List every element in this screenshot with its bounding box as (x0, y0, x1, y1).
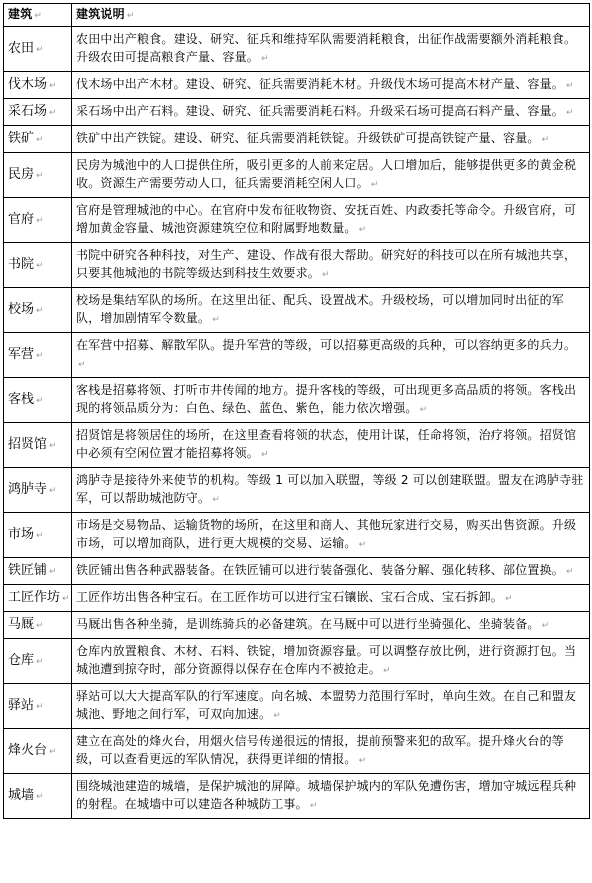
paragraph-mark: ↵ (126, 11, 135, 21)
paragraph-mark: ↵ (358, 540, 367, 550)
paragraph-mark: ↵ (212, 495, 220, 505)
building-name: 工匠作坊 (8, 589, 61, 605)
building-name: 招贤馆 (8, 436, 48, 452)
building-name-cell (4, 378, 72, 423)
building-name: 铁矿 (8, 130, 35, 146)
building-description-cell (72, 198, 590, 243)
table-row (4, 468, 590, 513)
building-description-cell (72, 468, 590, 513)
paragraph-mark: ↵ (49, 485, 57, 496)
paragraph-mark: ↵ (541, 621, 550, 631)
paragraph-mark: ↵ (36, 350, 44, 361)
building-description: 围绕城池建造的城墙，是保护城池的屏障。城墙保护城内的军队免遭伤害，增加守城远程兵种的射程。在城墙中可以建造各种城防工事。 (76, 779, 577, 811)
building-name: 城墙 (8, 787, 35, 803)
table-row (4, 423, 590, 468)
table-row (4, 72, 590, 99)
paragraph-mark: ↵ (309, 801, 318, 811)
paragraph-mark: ↵ (566, 81, 574, 91)
table-row (4, 27, 590, 72)
header-description: 建筑说明 ↵ (72, 4, 590, 27)
paragraph-mark: ↵ (78, 360, 86, 370)
building-name: 马厩 (8, 616, 35, 632)
building-table (3, 3, 590, 819)
building-name-cell (4, 585, 72, 612)
building-name: 军营 (8, 346, 35, 362)
building-description: 采石场中出产石料。建设、研究、征兵需要消耗石料。升级采石场可提高石料产量、容量。 (76, 104, 565, 118)
paragraph-mark: ↵ (36, 620, 44, 631)
paragraph-mark: ↵ (36, 134, 44, 145)
building-name-cell (4, 243, 72, 288)
table-row (4, 288, 590, 333)
paragraph-mark: ↵ (34, 11, 43, 21)
table-row (4, 612, 590, 639)
building-description-cell (72, 378, 590, 423)
building-name: 伐木场 (8, 76, 48, 92)
paragraph-mark: ↵ (62, 593, 70, 604)
paragraph-mark: ↵ (49, 80, 57, 91)
building-description-cell (72, 333, 590, 378)
table-row (4, 684, 590, 729)
table-row (4, 378, 590, 423)
building-name-cell (4, 288, 72, 333)
building-description-cell (72, 423, 590, 468)
paragraph-mark: ↵ (49, 566, 57, 577)
building-name-cell (4, 333, 72, 378)
paragraph-mark: ↵ (419, 405, 428, 415)
table-header-row (4, 4, 590, 27)
table-row (4, 639, 590, 684)
building-description: 铁矿中出产铁锭。建设、研究、征兵需要消耗铁锭。升级铁矿可提高铁锭产量、容量。 (76, 131, 540, 145)
building-name-cell (4, 198, 72, 243)
paragraph-mark: ↵ (383, 666, 391, 676)
table-row (4, 198, 590, 243)
building-name: 官府 (8, 211, 35, 227)
building-description-cell (72, 612, 590, 639)
building-description: 仓库内放置粮食、木材、石料、铁锭，增加资源容量。可以调整存放比例，进行资源打包。当城池遭到掠夺时，部分资源得以保存在仓库内不被抢走。 (76, 644, 577, 676)
table-row (4, 153, 590, 198)
building-description-cell (72, 684, 590, 729)
paragraph-mark: ↵ (370, 180, 379, 190)
paragraph-mark: ↵ (261, 54, 269, 64)
building-name-cell (4, 558, 72, 585)
table-row (4, 243, 590, 288)
building-description: 官府是管理城池的中心。在官府中发布征收物资、安抚百姓、内政委托等命令。升级官府，可增加黄金容量、城池资源建筑空位和附属野地数量。 (76, 203, 577, 235)
building-description: 市场是交易物品、运输货物的场所，在这里和商人、其他玩家进行交易，购买出售资源。升级市场，可以增加商队，进行更大规模的交易、运输。 (76, 518, 577, 550)
paragraph-mark: ↵ (36, 305, 44, 316)
paragraph-mark: ↵ (505, 594, 513, 604)
table-row (4, 333, 590, 378)
building-description: 工匠作坊出售各种宝石。在工匠作坊可以进行宝石镶嵌、宝石合成、宝石拆卸。 (76, 590, 504, 604)
building-description-cell (72, 558, 590, 585)
building-description-cell (72, 153, 590, 198)
building-name-cell (4, 153, 72, 198)
building-name: 采石场 (8, 103, 48, 119)
table-row (4, 126, 590, 153)
paragraph-mark: ↵ (36, 791, 44, 802)
building-name: 书院 (8, 256, 35, 272)
paragraph-mark: ↵ (36, 44, 44, 55)
paragraph-mark: ↵ (212, 315, 220, 325)
paragraph-mark: ↵ (541, 135, 550, 145)
building-description: 铁匠铺出售各种武器装备。在铁匠铺可以进行装备强化、装备分解、强化转移、部位置换。 (76, 563, 565, 577)
building-description-cell (72, 513, 590, 558)
building-description: 书院中研究各种科技，对生产、建设、作战有很大帮助。研究好的科技可以在所有城池共享，只要其他城池的书院等级达到科技生效要求。 (76, 248, 577, 280)
building-name-cell (4, 423, 72, 468)
building-name-cell (4, 774, 72, 819)
table-row (4, 513, 590, 558)
building-description-cell (72, 774, 590, 819)
building-description-cell (72, 99, 590, 126)
table-body (4, 27, 590, 819)
building-name-cell (4, 468, 72, 513)
paragraph-mark: ↵ (566, 108, 574, 118)
paragraph-mark: ↵ (49, 440, 57, 451)
header-building: 建筑 ↵ (4, 4, 72, 27)
paragraph-mark: ↵ (322, 270, 330, 280)
paragraph-mark: ↵ (358, 756, 367, 766)
building-description: 招贤馆是将领居住的场所，在这里查看将领的状态，使用计谋，任命将领，治疗将领。招贤馆中必须有空闲位置才能招募将领。 (76, 428, 577, 460)
paragraph-mark: ↵ (358, 225, 367, 235)
building-name-cell (4, 684, 72, 729)
table-row (4, 774, 590, 819)
building-description-cell (72, 72, 590, 99)
building-description: 马厩出售各种坐骑，是训练骑兵的必备建筑。在马厩中可以进行坐骑强化、坐骑装备。 (76, 617, 540, 631)
paragraph-mark: ↵ (36, 170, 44, 181)
building-description: 农田中出产粮食。建设、研究、征兵和维持军队需要消耗粮食，出征作战需要额外消耗粮食。升级农田可提高粮食产量、容量。 (76, 32, 577, 64)
building-description: 校场是集结军队的场所。在这里出征、配兵、设置战术。升级校场，可以增加同时出征的军队，增加剧情军令数量。 (76, 293, 565, 325)
building-description: 伐木场中出产木材。建设、研究、征兵需要消耗木材。升级伐木场可提高木材产量、容量。 (76, 77, 565, 91)
building-name-cell (4, 513, 72, 558)
building-name: 铁匠铺 (8, 562, 48, 578)
building-name-cell (4, 72, 72, 99)
paragraph-mark: ↵ (36, 701, 44, 712)
building-name-cell (4, 729, 72, 774)
building-description-cell (72, 729, 590, 774)
building-name-cell (4, 612, 72, 639)
building-name: 民房 (8, 166, 35, 182)
building-name: 市场 (8, 526, 35, 542)
building-description: 客栈是招募将领、打听市井传闻的地方。提升客栈的等级，可出现更多高品质的将领。客栈出现的将领品质分为：白色、绿色、蓝色、紫色，能力依次增强。 (76, 383, 577, 415)
building-description-cell (72, 288, 590, 333)
paragraph-mark: ↵ (49, 746, 57, 757)
building-name: 烽火台 (8, 742, 48, 758)
building-name-cell (4, 27, 72, 72)
building-name: 客栈 (8, 391, 35, 407)
table-row (4, 585, 590, 612)
building-description: 建立在高处的烽火台，用烟火信号传递很远的情报，提前预警来犯的敌军。提升烽火台的等级，可以查看更远的军队情况，获得更详细的情报。 (76, 734, 565, 766)
paragraph-mark: ↵ (261, 450, 269, 460)
paragraph-mark: ↵ (36, 395, 44, 406)
table-row (4, 729, 590, 774)
building-description-cell (72, 585, 590, 612)
building-name-cell (4, 639, 72, 684)
paragraph-mark: ↵ (36, 260, 44, 271)
building-description: 鸿胪寺是接待外来使节的机构。等级 1 可以加入联盟，等级 2 可以创建联盟。盟友在鸿胪寺驻军，可以帮助城池防守。 (76, 473, 584, 505)
building-description: 驿站可以大大提高军队的行军速度。向名城、本盟势力范围行军时，单向生效。在自己和盟友城池、野地之间行军，可双向加速。 (76, 689, 577, 721)
building-name: 鸿胪寺 (8, 481, 48, 497)
paragraph-mark: ↵ (566, 567, 574, 577)
table-row (4, 558, 590, 585)
paragraph-mark: ↵ (36, 530, 44, 541)
paragraph-mark: ↵ (49, 107, 57, 118)
paragraph-mark: ↵ (36, 215, 44, 226)
building-name: 校场 (8, 301, 35, 317)
building-name: 驿站 (8, 697, 35, 713)
building-name: 农田 (8, 40, 35, 56)
building-description-cell (72, 126, 590, 153)
paragraph-mark: ↵ (36, 656, 44, 667)
building-name-cell (4, 126, 72, 153)
building-description: 在军营中招募、解散军队。提升军营的等级，可以招募更高级的兵种，可以容纳更多的兵力。 (76, 338, 577, 352)
building-description-cell (72, 243, 590, 288)
building-description-cell (72, 27, 590, 72)
building-name: 仓库 (8, 652, 35, 668)
paragraph-mark: ↵ (273, 711, 281, 721)
table-row (4, 99, 590, 126)
building-description-cell (72, 639, 590, 684)
building-description: 民房为城池中的人口提供住所，吸引更多的人前来定居。人口增加后，能够提供更多的黄金税收。资源生产需要劳动人口，征兵需要消耗空闲人口。 (76, 158, 577, 190)
building-name-cell (4, 99, 72, 126)
